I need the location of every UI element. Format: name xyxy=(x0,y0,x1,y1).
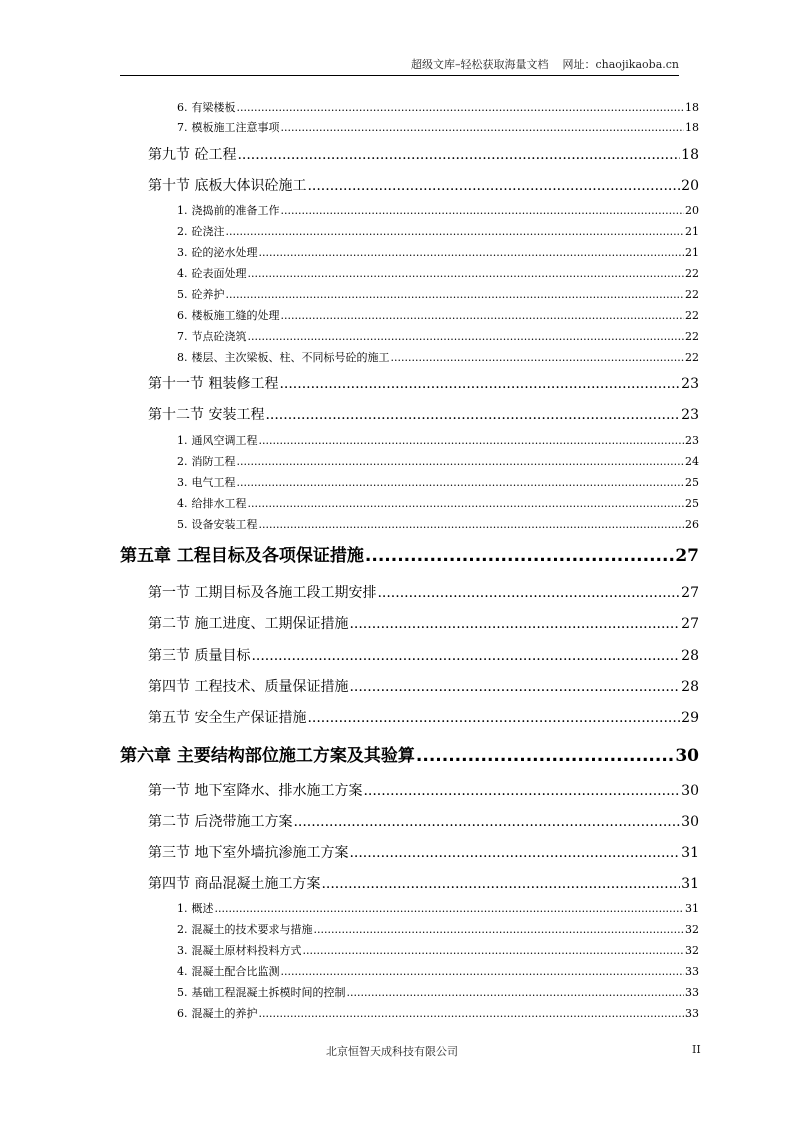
toc-item-entry[interactable] xyxy=(177,99,699,117)
toc-entry-title: 第十节 底板大体识砼施工 xyxy=(148,178,307,194)
dot-leader xyxy=(314,923,685,936)
toc-entry-page-number: 27 xyxy=(681,616,699,632)
toc-entry-title: 第一节 工期目标及各施工段工期安排 xyxy=(148,585,377,601)
dot-leader xyxy=(416,746,674,766)
toc-entry-number: 3. xyxy=(177,944,188,957)
dot-leader xyxy=(226,288,685,301)
toc-chapter-entry[interactable] xyxy=(120,741,699,767)
toc-entry-number: 5. xyxy=(177,518,188,531)
dot-leader xyxy=(391,351,685,364)
toc-entry-page-number: 30 xyxy=(681,783,699,799)
toc-entry-page-number: 27 xyxy=(681,585,699,601)
toc-item-entry[interactable] xyxy=(177,328,699,346)
toc-item-entry[interactable] xyxy=(177,119,699,137)
toc-entry-title: 混凝土原材料投料方式 xyxy=(191,944,302,957)
toc-section-entry[interactable] xyxy=(148,613,699,635)
toc-item-entry[interactable] xyxy=(177,349,699,367)
toc-entry-title: 第十一节 粗装修工程 xyxy=(148,376,279,392)
toc-item-entry[interactable] xyxy=(177,244,699,262)
toc-entry-number: 4. xyxy=(177,267,188,280)
toc-entry-page-number: 33 xyxy=(685,986,699,999)
toc-item-entry[interactable] xyxy=(177,202,699,220)
toc-chapter-entry[interactable] xyxy=(120,541,699,567)
dot-leader xyxy=(248,497,685,510)
toc-entry-page-number: 25 xyxy=(685,497,699,510)
dot-leader xyxy=(237,476,685,489)
dot-leader xyxy=(237,147,680,163)
toc-entry-title: 第四节 商品混凝土施工方案 xyxy=(148,876,321,892)
toc-section-entry[interactable] xyxy=(148,373,699,395)
toc-entry-title: 第五节 安全生产保证措施 xyxy=(148,710,307,726)
dot-leader xyxy=(281,309,685,322)
toc-item-entry[interactable] xyxy=(177,963,699,981)
toc-entry-page-number: 23 xyxy=(681,407,699,423)
toc-entry-page-number: 20 xyxy=(685,204,699,217)
toc-entry-number: 5. xyxy=(177,986,188,999)
toc-section-entry[interactable] xyxy=(148,645,699,667)
toc-entry-page-number: 31 xyxy=(681,845,699,861)
dot-leader xyxy=(321,876,680,892)
toc-entry-page-number: 30 xyxy=(675,746,699,766)
toc-entry-title: 概述 xyxy=(191,902,214,915)
toc-entry-title: 基础工程混凝土拆模时间的控制 xyxy=(191,986,346,999)
toc-entry-number: 2. xyxy=(177,225,188,238)
toc-entry-title: 第五章 工程目标及各项保证措施 xyxy=(120,546,364,566)
toc-section-entry[interactable] xyxy=(148,175,699,197)
toc-entry-page-number: 24 xyxy=(685,455,699,468)
dot-leader xyxy=(259,246,685,259)
toc-entry-title: 设备安装工程 xyxy=(191,518,258,531)
toc-entry-title: 混凝土配合比监测 xyxy=(191,965,280,978)
toc-entry-title: 混凝土的养护 xyxy=(191,1007,258,1020)
toc-entry-number: 6. xyxy=(177,1007,188,1020)
dot-leader xyxy=(248,267,685,280)
toc-entry-number: 7. xyxy=(177,121,188,134)
dot-leader xyxy=(281,965,685,978)
dot-leader xyxy=(307,178,680,194)
toc-item-entry[interactable] xyxy=(177,432,699,450)
toc-item-entry[interactable] xyxy=(177,984,699,1002)
dot-leader xyxy=(215,902,685,915)
toc-item-entry[interactable] xyxy=(177,900,699,918)
toc-entry-title: 砼浇注 xyxy=(191,225,225,238)
toc-entry-page-number: 20 xyxy=(681,178,699,194)
dot-leader xyxy=(349,845,680,861)
dot-leader xyxy=(248,330,685,343)
toc-entry-title: 砼养护 xyxy=(191,288,225,301)
dot-leader xyxy=(259,1007,685,1020)
toc-entry-page-number: 21 xyxy=(685,225,699,238)
toc-entry-title: 节点砼浇筑 xyxy=(191,330,247,343)
toc-entry-title: 第二节 施工进度、工期保证措施 xyxy=(148,616,349,632)
toc-entry-number: 1. xyxy=(177,204,188,217)
toc-entry-title: 砼表面处理 xyxy=(191,267,247,280)
dot-leader xyxy=(237,455,685,468)
dot-leader xyxy=(259,434,685,447)
toc-entry-title: 有梁楼板 xyxy=(191,101,236,114)
toc-section-entry[interactable] xyxy=(148,582,699,604)
toc-entry-number: 1. xyxy=(177,902,188,915)
dot-leader xyxy=(293,814,680,830)
dot-leader xyxy=(307,710,680,726)
toc-item-entry[interactable] xyxy=(177,307,699,325)
toc-entry-title: 第一节 地下室降水、排水施工方案 xyxy=(148,783,363,799)
toc-entry-number: 1. xyxy=(177,434,188,447)
toc-entry-page-number: 31 xyxy=(681,876,699,892)
dot-leader xyxy=(259,518,685,531)
dot-leader xyxy=(279,376,680,392)
toc-entry-number: 3. xyxy=(177,476,188,489)
toc-entry-page-number: 32 xyxy=(685,944,699,957)
toc-entry-title: 第十二节 安装工程 xyxy=(148,407,265,423)
toc-entry-page-number: 31 xyxy=(685,902,699,915)
toc-entry-page-number: 30 xyxy=(681,814,699,830)
dot-leader xyxy=(226,225,685,238)
toc-entry-number: 6. xyxy=(177,101,188,114)
toc-entry-page-number: 27 xyxy=(675,546,699,566)
dot-leader xyxy=(303,944,685,957)
toc-item-entry[interactable] xyxy=(177,942,699,960)
toc-entry-page-number: 22 xyxy=(685,309,699,322)
toc-entry-title: 第六章 主要结构部位施工方案及其验算 xyxy=(120,746,415,766)
dot-leader xyxy=(365,546,674,566)
toc-entry-page-number: 29 xyxy=(681,710,699,726)
toc-entry-number: 3. xyxy=(177,246,188,259)
footer-page-number: II xyxy=(692,1043,701,1056)
toc-entry-number: 2. xyxy=(177,455,188,468)
toc-item-entry[interactable] xyxy=(177,474,699,492)
toc-entry-page-number: 26 xyxy=(685,518,699,531)
header-divider xyxy=(120,75,679,76)
toc-section-entry[interactable] xyxy=(148,811,699,833)
dot-leader xyxy=(349,679,680,695)
toc-entry-number: 2. xyxy=(177,923,188,936)
toc-section-entry[interactable] xyxy=(148,707,699,729)
toc-entry-page-number: 18 xyxy=(681,147,699,163)
toc-item-entry[interactable] xyxy=(177,516,699,534)
dot-leader xyxy=(281,204,685,217)
toc-item-entry[interactable] xyxy=(177,1005,699,1023)
toc-entry-page-number: 18 xyxy=(685,101,699,114)
toc-entry-title: 第三节 质量目标 xyxy=(148,648,251,664)
toc-entry-title: 混凝土的技术要求与措施 xyxy=(191,923,313,936)
toc-entry-page-number: 25 xyxy=(685,476,699,489)
dot-leader xyxy=(281,121,685,134)
toc-entry-number: 5. xyxy=(177,288,188,301)
toc-entry-title: 楼板施工缝的处理 xyxy=(191,309,280,322)
toc-entry-title: 楼层、主次梁板、柱、不同标号砼的施工 xyxy=(191,351,390,364)
toc-entry-title: 消防工程 xyxy=(191,455,236,468)
dot-leader xyxy=(265,407,680,423)
toc-entry-page-number: 22 xyxy=(685,330,699,343)
toc-item-entry[interactable] xyxy=(177,921,699,939)
toc-entry-page-number: 18 xyxy=(685,121,699,134)
toc-section-entry[interactable] xyxy=(148,404,699,426)
dot-leader xyxy=(251,648,680,664)
toc-entry-title: 第九节 砼工程 xyxy=(148,147,237,163)
toc-entry-title: 电气工程 xyxy=(191,476,236,489)
dot-leader xyxy=(347,986,685,999)
toc-section-entry[interactable] xyxy=(148,873,699,895)
toc-entry-page-number: 22 xyxy=(685,288,699,301)
dot-leader xyxy=(237,101,685,114)
toc-entry-number: 7. xyxy=(177,330,188,343)
toc-entry-number: 4. xyxy=(177,965,188,978)
toc-entry-page-number: 21 xyxy=(685,246,699,259)
footer-company: 北京恒智天成科技有限公司 xyxy=(326,1045,458,1058)
toc-entry-page-number: 23 xyxy=(685,434,699,447)
toc-entry-title: 第三节 地下室外墙抗渗施工方案 xyxy=(148,845,349,861)
toc-entry-page-number: 22 xyxy=(685,267,699,280)
toc-entry-page-number: 33 xyxy=(685,965,699,978)
toc-item-entry[interactable] xyxy=(177,453,699,471)
toc-section-entry[interactable] xyxy=(148,780,699,802)
toc-entry-title: 浇捣前的准备工作 xyxy=(191,204,280,217)
page-header: 超级文库–轻松获取海量文档 网址：chaojikaoba.cn xyxy=(410,58,679,71)
toc-entry-title: 通风空调工程 xyxy=(191,434,258,447)
toc-section-entry[interactable] xyxy=(148,842,699,864)
toc-entry-page-number: 22 xyxy=(685,351,699,364)
toc-entry-page-number: 28 xyxy=(681,648,699,664)
toc-section-entry[interactable] xyxy=(148,144,699,166)
dot-leader xyxy=(377,585,680,601)
toc-entry-title: 砼的泌水处理 xyxy=(191,246,258,259)
toc-entry-number: 8. xyxy=(177,351,188,364)
toc-item-entry[interactable] xyxy=(177,223,699,241)
toc-item-entry[interactable] xyxy=(177,265,699,283)
dot-leader xyxy=(349,616,680,632)
toc-item-entry[interactable] xyxy=(177,286,699,304)
toc-entry-number: 4. xyxy=(177,497,188,510)
toc-entry-page-number: 28 xyxy=(681,679,699,695)
toc-entry-title: 第四节 工程技术、质量保证措施 xyxy=(148,679,349,695)
toc-entry-number: 6. xyxy=(177,309,188,322)
toc-entry-title: 模板施工注意事项 xyxy=(191,121,280,134)
toc-entry-title: 给排水工程 xyxy=(191,497,247,510)
toc-entry-page-number: 32 xyxy=(685,923,699,936)
toc-entry-title: 第二节 后浇带施工方案 xyxy=(148,814,293,830)
toc-entry-page-number: 33 xyxy=(685,1007,699,1020)
toc-section-entry[interactable] xyxy=(148,676,699,698)
toc-item-entry[interactable] xyxy=(177,495,699,513)
toc-entry-page-number: 23 xyxy=(681,376,699,392)
dot-leader xyxy=(363,783,680,799)
